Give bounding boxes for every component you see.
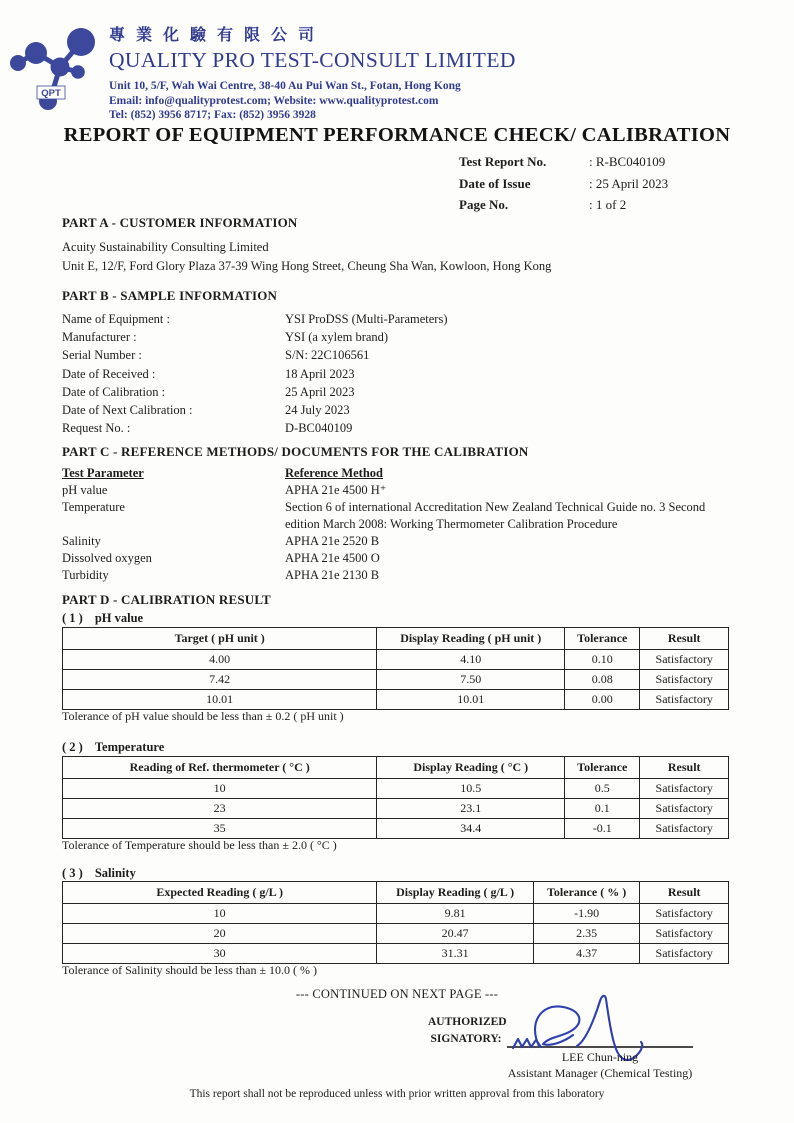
signatory-title: Assistant Manager (Chemical Testing) bbox=[507, 1066, 693, 1080]
table-header-row bbox=[63, 757, 729, 779]
param-ph: pH value bbox=[62, 483, 108, 497]
reference-method-column-header: Reference Method bbox=[285, 466, 383, 480]
salinity-tolerance-note: Tolerance of Salinity should be less than ± 10.0 ( % ) bbox=[62, 963, 318, 977]
param-dissolved-oxygen: Dissolved oxygen bbox=[62, 551, 152, 565]
param-temperature: Temperature bbox=[62, 500, 125, 514]
table-row bbox=[63, 670, 729, 690]
signatory-name: LEE Chun-ning bbox=[561, 1050, 639, 1064]
company-address: Unit 10, 5/F, Wah Wai Centre, 38-40 Au Pui Wan St., Fotan, Hong Kong bbox=[109, 80, 461, 92]
table-row bbox=[63, 924, 729, 944]
part-a-heading: PART A - CUSTOMER INFORMATION bbox=[62, 215, 298, 230]
cell: 7.42 bbox=[63, 670, 377, 690]
cell: 35 bbox=[63, 819, 377, 839]
company-contact-block bbox=[109, 79, 516, 123]
table-row bbox=[63, 819, 729, 839]
cell: 4.37 bbox=[533, 944, 640, 964]
company-name-english: QUALITY PRO TEST-CONSULT LIMITED bbox=[109, 48, 516, 72]
cell: Satisfactory bbox=[640, 819, 729, 839]
company-logo-molecule-icon bbox=[8, 12, 102, 118]
cell: 10 bbox=[63, 779, 377, 799]
report-info-row bbox=[459, 194, 668, 216]
cell: 0.5 bbox=[565, 779, 640, 799]
temperature-calibration-table bbox=[62, 756, 729, 839]
equipment-name-label: Name of Equipment : bbox=[62, 312, 170, 326]
company-email-website: Email: info@qualityprotest.com; Website: www.qualityprotest.com bbox=[109, 94, 439, 107]
sample-info-row bbox=[62, 365, 742, 383]
section-2-number: ( 2 ) bbox=[62, 740, 83, 754]
table-header-row bbox=[63, 628, 729, 650]
part-d-heading: PART D - CALIBRATION RESULT bbox=[62, 592, 271, 607]
cell: 9.81 bbox=[377, 904, 534, 924]
report-title: REPORT OF EQUIPMENT PERFORMANCE CHECK/ CALIBRATION bbox=[63, 124, 731, 146]
company-header bbox=[109, 22, 516, 123]
section-2-label bbox=[62, 740, 164, 755]
cell: 10.5 bbox=[377, 779, 565, 799]
cell: 23 bbox=[63, 799, 377, 819]
column-header: Reading of Ref. thermometer ( °C ) bbox=[63, 757, 377, 779]
cell: 10.01 bbox=[377, 690, 565, 710]
cell: Satisfactory bbox=[640, 944, 729, 964]
customer-address: Unit E, 12/F, Ford Glory Plaza 37-39 Wing Hong Street, Cheung Sha Wan, Kowloon, Hong Kong bbox=[62, 258, 552, 273]
reference-header-row bbox=[62, 465, 752, 482]
cell: 30 bbox=[63, 944, 377, 964]
cell: Satisfactory bbox=[640, 650, 729, 670]
company-tel-fax: Tel: (852) 3956 8717; Fax: (852) 3956 3928 bbox=[109, 109, 316, 121]
section-3-label bbox=[62, 866, 136, 881]
page-no-value: : 1 of 2 bbox=[589, 197, 627, 212]
salinity-calibration-table bbox=[62, 881, 729, 964]
date-of-issue-label: Date of Issue bbox=[459, 175, 531, 191]
cell: 20.47 bbox=[377, 924, 534, 944]
authorized-word: AUTHORIZED bbox=[428, 1016, 507, 1028]
temperature-tolerance-note: Tolerance of Temperature should be less than ± 2.0 ( °C ) bbox=[62, 838, 337, 852]
reference-row bbox=[62, 499, 752, 533]
sample-info-row bbox=[62, 328, 742, 346]
sample-info-row bbox=[62, 310, 742, 328]
equipment-name-value: YSI ProDSS (Multi-Parameters) bbox=[285, 312, 448, 326]
param-salinity: Salinity bbox=[62, 534, 101, 548]
sample-info-row bbox=[62, 346, 742, 364]
column-header: Result bbox=[640, 757, 729, 779]
cell: 31.31 bbox=[377, 944, 534, 964]
column-header: Result bbox=[640, 628, 729, 650]
authorized-signatory-label bbox=[428, 1014, 507, 1047]
method-ph: APHA 21e 4500 H⁺ bbox=[285, 483, 387, 497]
method-temperature: Section 6 of international Accreditation New Zealand Technical Guide no. 3 Second edition March 2008: Working Thermometer Calibration Procedure bbox=[285, 500, 706, 531]
param-turbidity: Turbidity bbox=[62, 568, 109, 582]
test-report-no-value: : R-BC040109 bbox=[589, 154, 666, 169]
method-dissolved-oxygen: APHA 21e 4500 O bbox=[285, 551, 380, 565]
cell: 10 bbox=[63, 904, 377, 924]
method-salinity: APHA 21e 2520 B bbox=[285, 534, 380, 548]
date-next-calibration-label: Date of Next Calibration : bbox=[62, 403, 193, 418]
method-turbidity: APHA 21e 2130 B bbox=[285, 568, 380, 582]
cell: Satisfactory bbox=[640, 924, 729, 944]
cell: -1.90 bbox=[533, 904, 640, 924]
cell: 10.01 bbox=[63, 690, 377, 710]
part-c-heading: PART C - REFERENCE METHODS/ DOCUMENTS FOR THE CALIBRATION bbox=[62, 444, 529, 459]
serial-number-value: S/N: 22C106561 bbox=[285, 348, 370, 363]
page-no-label: Page No. bbox=[459, 197, 509, 212]
column-header: Expected Reading ( g/L ) bbox=[63, 882, 377, 904]
report-info-row bbox=[459, 173, 668, 195]
cell: Satisfactory bbox=[640, 779, 729, 799]
table-row bbox=[63, 690, 729, 710]
manufacturer-value: YSI (a xylem brand) bbox=[285, 330, 389, 345]
cell: 0.08 bbox=[565, 670, 640, 690]
customer-name: Acuity Sustainability Consulting Limited bbox=[62, 240, 269, 254]
reference-row bbox=[62, 533, 752, 550]
part-b-heading: PART B - SAMPLE INFORMATION bbox=[62, 288, 278, 303]
column-header: Tolerance bbox=[565, 757, 640, 779]
column-header: Display Reading ( pH unit ) bbox=[377, 628, 565, 650]
section-1-name: pH value bbox=[94, 611, 144, 625]
table-row bbox=[63, 904, 729, 924]
cell: -0.1 bbox=[565, 819, 640, 839]
date-calibration-label: Date of Calibration : bbox=[62, 384, 166, 399]
table-header-row bbox=[63, 882, 729, 904]
reference-row bbox=[62, 567, 752, 584]
date-of-issue-value: : 25 April 2023 bbox=[589, 175, 669, 191]
signatory-word: SIGNATORY: bbox=[430, 1032, 502, 1045]
test-parameter-column-header: Test Parameter bbox=[62, 466, 144, 480]
section-2-name: Temperature bbox=[94, 740, 165, 754]
cell: 4.00 bbox=[63, 650, 377, 670]
ph-tolerance-note: Tolerance of pH value should be less than ± 0.2 ( pH unit ) bbox=[62, 709, 344, 723]
sample-info-list bbox=[62, 310, 742, 437]
sample-info-row bbox=[62, 383, 742, 401]
cell: 34.4 bbox=[377, 819, 565, 839]
section-3-name: Salinity bbox=[94, 866, 136, 880]
svg-text:QPT: QPT bbox=[41, 88, 61, 99]
column-header: Tolerance bbox=[565, 628, 640, 650]
report-disclaimer: This report shall not be reproduced unless with prior written approval from this laboratory bbox=[189, 1088, 605, 1100]
report-info-row bbox=[459, 151, 668, 173]
sample-info-row bbox=[62, 419, 742, 437]
cell: Satisfactory bbox=[640, 690, 729, 710]
company-name-chinese: 專業化驗有限公司 bbox=[109, 27, 326, 44]
test-report-no-label: Test Report No. bbox=[459, 154, 547, 169]
cell: 2.35 bbox=[533, 924, 640, 944]
reference-row bbox=[62, 550, 752, 567]
sample-info-row bbox=[62, 401, 742, 419]
column-header: Target ( pH unit ) bbox=[63, 628, 377, 650]
date-received-label: Date of Received : bbox=[62, 366, 156, 381]
ph-calibration-table bbox=[62, 627, 729, 710]
table-row bbox=[63, 799, 729, 819]
cell: 4.10 bbox=[377, 650, 565, 670]
cell: Satisfactory bbox=[640, 904, 729, 924]
table-row bbox=[63, 779, 729, 799]
cell: Satisfactory bbox=[640, 670, 729, 690]
section-1-number: ( 1 ) bbox=[62, 611, 83, 625]
column-header: Tolerance ( % ) bbox=[533, 882, 640, 904]
cell: 0.00 bbox=[565, 690, 640, 710]
cell: 23.1 bbox=[377, 799, 565, 819]
part-c-section bbox=[62, 444, 752, 584]
date-received-value: 18 April 2023 bbox=[285, 366, 355, 381]
request-no-value: D-BC040109 bbox=[285, 421, 353, 436]
date-next-calibration-value: 24 July 2023 bbox=[285, 403, 350, 418]
part-b-section bbox=[62, 288, 742, 437]
cell: 20 bbox=[63, 924, 377, 944]
serial-number-label: Serial Number : bbox=[62, 348, 142, 363]
continued-on-next-page: --- CONTINUED ON NEXT PAGE --- bbox=[295, 987, 499, 1001]
request-no-label: Request No. : bbox=[62, 421, 131, 436]
reference-row bbox=[62, 482, 752, 499]
column-header: Display Reading ( °C ) bbox=[377, 757, 565, 779]
column-header: Result bbox=[640, 882, 729, 904]
section-1-label bbox=[62, 611, 143, 626]
report-info-block bbox=[459, 151, 668, 216]
section-3-number: ( 3 ) bbox=[62, 866, 83, 880]
manufacturer-label: Manufacturer : bbox=[62, 330, 137, 345]
date-calibration-value: 25 April 2023 bbox=[285, 384, 355, 399]
table-row bbox=[63, 944, 729, 964]
cell: 7.50 bbox=[377, 670, 565, 690]
part-a-section bbox=[62, 215, 742, 275]
table-row bbox=[63, 650, 729, 670]
column-header: Display Reading ( g/L ) bbox=[377, 882, 534, 904]
cell: Satisfactory bbox=[640, 799, 729, 819]
cell: 0.10 bbox=[565, 650, 640, 670]
cell: 0.1 bbox=[565, 799, 640, 819]
